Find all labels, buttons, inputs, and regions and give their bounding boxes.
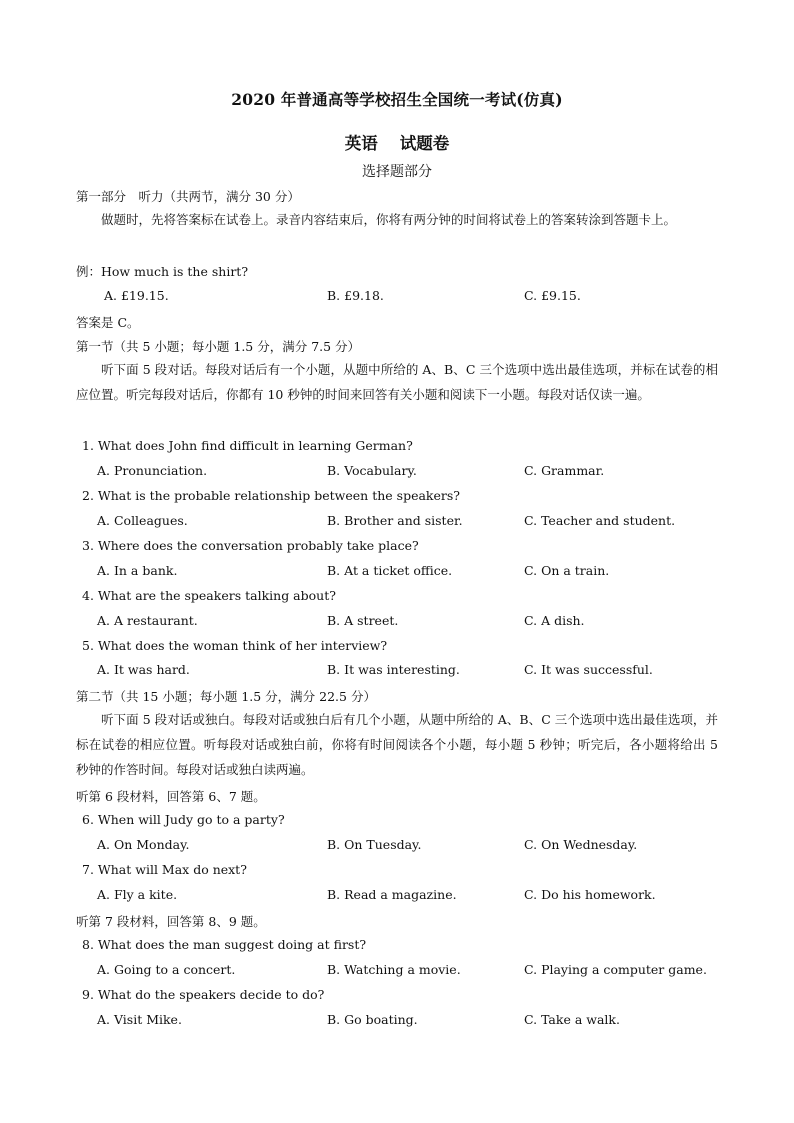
q8-option-a: A. Going to a concert. xyxy=(97,962,236,977)
question-6: 6. When will Judy go to a party? xyxy=(82,812,285,827)
section1-instructions: 听下面 5 段对话。每段对话后有一个小题，从题中所给的 A、B、C 三个选项中选出最佳选项，并标在试卷的相应位置。听完每段对话后，你都有 10 秒钟的时间来回答有关小题和阅读下一小题。每段对话仅读一遍。 xyxy=(76,362,718,402)
example-option-c: C. £9.15. xyxy=(524,288,581,303)
q3-option-a: A. In a bank. xyxy=(97,563,178,578)
question-2: 2. What is the probable relationship between the speakers? xyxy=(82,488,460,503)
example-option-b: B. £9.18. xyxy=(327,288,384,303)
material-7-heading: 听第 7 段材料，回答第 8、9 题。 xyxy=(76,914,266,929)
q9-option-c: C. Take a walk. xyxy=(524,1012,620,1027)
q3-option-c: C. On a train. xyxy=(524,563,610,578)
q1-option-a: A. Pronunciation. xyxy=(97,463,208,478)
example-answer: 答案是 C。 xyxy=(76,315,140,330)
subject-label: 英语 xyxy=(344,134,378,153)
q4-option-b: B. A street. xyxy=(327,613,399,628)
example-option-a: A. £19.15. xyxy=(104,288,169,303)
subject-title xyxy=(0,130,794,154)
q8-option-c: C. Playing a computer game. xyxy=(524,962,707,977)
question-9: 9. What do the speakers decide to do? xyxy=(82,987,325,1002)
q1-option-c: C. Grammar. xyxy=(524,463,605,478)
question-3: 3. Where does the conversation probably take place? xyxy=(82,538,419,553)
q4-option-c: C. A dish. xyxy=(524,613,585,628)
q2-option-a: A. Colleagues. xyxy=(97,513,188,528)
q7-option-b: B. Read a magazine. xyxy=(327,887,457,902)
q5-option-c: C. It was successful. xyxy=(524,662,653,677)
question-5: 5. What does the woman think of her interview? xyxy=(82,638,388,653)
q5-option-b: B. It was interesting. xyxy=(327,662,460,677)
q2-option-b: B. Brother and sister. xyxy=(327,513,463,528)
section2-heading: 第二节（共 15 小题；每小题 1.5 分，满分 22.5 分） xyxy=(76,689,376,704)
q6-option-c: C. On Wednesday. xyxy=(524,837,638,852)
section1-heading: 第一节（共 5 小题；每小题 1.5 分，满分 7.5 分） xyxy=(76,339,361,354)
section2-instructions: 听下面 5 段对话或独白。每段对话或独白后有几个小题，从题中所给的 A、B、C 三个选项中选出最佳选项，并标在试卷的相应位置。听每段对话或独白前，你将有时间阅读各个小题，每小题 5 秒钟；听完后，各小题将给出 5 秒钟的作答时间。每段对话或独白读两遍。 xyxy=(76,712,718,777)
section-heading: 选择题部分 xyxy=(362,164,432,180)
question-7: 7. What will Max do next? xyxy=(82,862,247,877)
q5-option-a: A. It was hard. xyxy=(97,662,190,677)
material-6-heading: 听第 6 段材料，回答第 6、7 题。 xyxy=(76,789,266,804)
q6-option-b: B. On Tuesday. xyxy=(327,837,422,852)
q6-option-a: A. On Monday. xyxy=(97,837,190,852)
question-4: 4. What are the speakers talking about? xyxy=(82,588,336,603)
q1-option-b: B. Vocabulary. xyxy=(327,463,417,478)
q4-option-a: A. A restaurant. xyxy=(97,613,198,628)
q7-option-a: A. Fly a kite. xyxy=(97,887,178,902)
q9-option-b: B. Go boating. xyxy=(327,1012,418,1027)
paper-label: 试题卷 xyxy=(399,134,450,153)
q2-option-c: C. Teacher and student. xyxy=(524,513,676,528)
part1-instructions: 做题时，先将答案标在试卷上。录音内容结束后，你将有两分钟的时间将试卷上的答案转涂到答题卡上。 xyxy=(101,212,677,227)
question-8: 8. What does the man suggest doing at first? xyxy=(82,937,367,952)
q7-option-c: C. Do his homework. xyxy=(524,887,656,902)
q9-option-a: A. Visit Mike. xyxy=(97,1012,182,1027)
exam-title: 2020 年普通高等学校招生全国统一考试(仿真) xyxy=(231,90,563,109)
part1-heading: 第一部分 听力（共两节，满分 30 分） xyxy=(76,189,300,204)
q8-option-b: B. Watching a movie. xyxy=(327,962,461,977)
q3-option-b: B. At a ticket office. xyxy=(327,563,453,578)
question-1: 1. What does John find difficult in learning German? xyxy=(82,438,413,453)
example-question: 例：How much is the shirt? xyxy=(76,264,249,279)
